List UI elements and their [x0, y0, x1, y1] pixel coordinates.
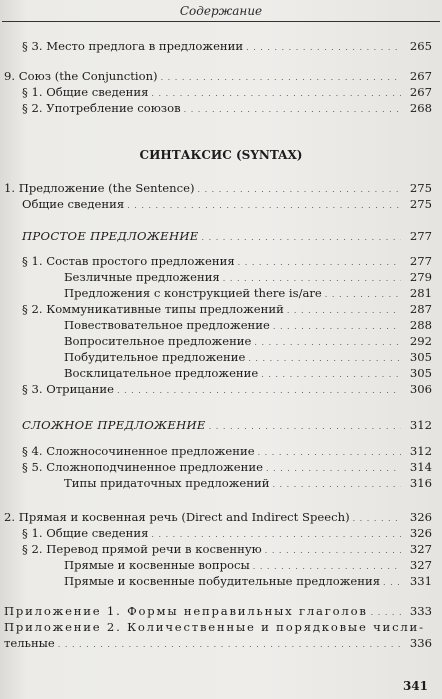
toc-entry[interactable]: 2. Прямая и косвенная речь (Direct and Indirect Speech) . . . 326 — [4, 509, 432, 525]
toc-entry[interactable]: Типы придаточных предложений . . . 316 — [64, 475, 432, 491]
toc-entry[interactable]: § 3. Место предлога в предложении . . . 265 — [22, 38, 432, 54]
toc-entry[interactable]: Прямые и косвенные побудительные предложения . . . 331 — [64, 573, 432, 589]
toc-entry[interactable]: § 1. Состав простого предложения . . . 277 — [22, 253, 432, 269]
toc-entry[interactable]: Предложения с конструкцией there is/are . . . 281 — [64, 285, 432, 301]
toc-entry[interactable]: § 3. Отрицание . . . 306 — [22, 381, 432, 397]
toc-entry[interactable]: § 1. Общие сведения . . . 267 — [22, 84, 432, 100]
toc-entry[interactable]: 9. Союз (the Conjunction) . . . 267 — [4, 68, 432, 84]
toc-entry[interactable]: § 2. Употребление союзов . . . 268 — [22, 100, 432, 116]
toc-entry[interactable]: § 1. Общие сведения . . . 326 — [22, 525, 432, 541]
toc-entry[interactable]: ПРОСТОЕ ПРЕДЛОЖЕНИЕ . . . 277 — [22, 228, 432, 244]
toc-entry[interactable]: Восклицательное предложение . . . 305 — [64, 365, 432, 381]
toc-entry[interactable]: Побудительное предложение . . . 305 — [64, 349, 432, 365]
toc-entry[interactable]: СЛОЖНОЕ ПРЕДЛОЖЕНИЕ . . . 312 — [22, 417, 432, 433]
toc-entry[interactable]: Прямые и косвенные вопросы . . . 327 — [64, 557, 432, 573]
toc-entry[interactable]: Вопросительное предложение . . . 292 — [64, 333, 432, 349]
running-header: Содержание — [179, 4, 263, 18]
toc-entry[interactable]: § 4. Сложносочиненное предложение . . . 312 — [22, 443, 432, 459]
page-number: 341 — [402, 679, 428, 693]
toc-entry[interactable]: тельные . . . 336 — [4, 635, 432, 651]
toc-entry[interactable]: 1. Предложение (the Sentence) . . . 275 — [4, 180, 432, 196]
toc-entry[interactable]: Повествовательное предложение . . . 288 — [64, 317, 432, 333]
toc-entry[interactable]: Общие сведения . . . 275 — [22, 196, 432, 212]
toc-entry[interactable]: § 5. Сложноподчиненное предложение . . . 314 — [22, 459, 432, 475]
toc-entry[interactable]: § 2. Коммуникативные типы предложений . . . 287 — [22, 301, 432, 317]
toc-entry[interactable]: Приложение 1. Формы неправильных глаголов . . . 333 — [4, 603, 432, 619]
section-title: СИНТАКСИС (SYNTAX) — [139, 148, 303, 162]
toc-entry[interactable]: Приложение 2. Количественные и порядковые числи- — [4, 620, 425, 634]
toc-entry[interactable]: § 2. Перевод прямой речи в косвенную . . . 327 — [22, 541, 432, 557]
toc-entry[interactable]: Безличные предложения . . . 279 — [64, 269, 432, 285]
